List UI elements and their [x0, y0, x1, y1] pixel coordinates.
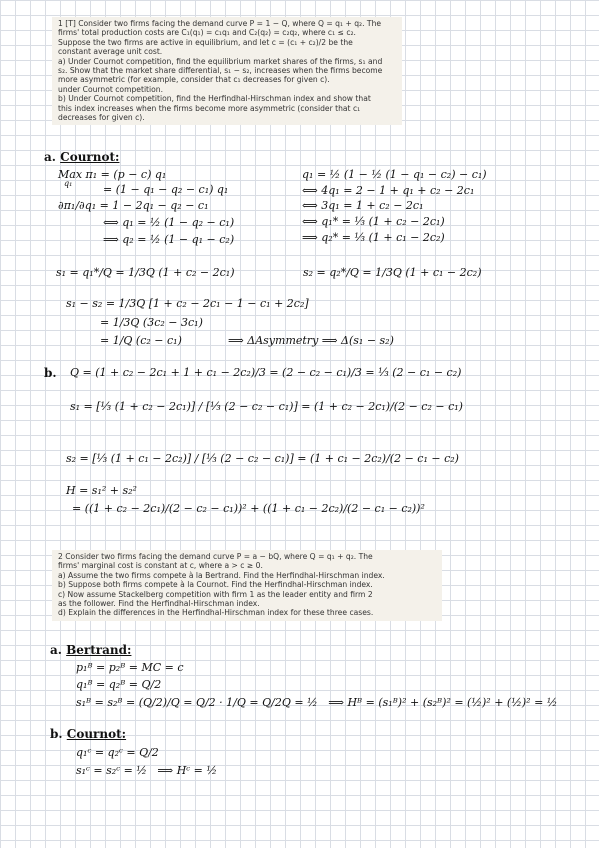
- share-diff-line-2: = 1/3Q (3c₂ − 3c₁): [100, 316, 203, 329]
- problem-1-line: b) Under Cournot competition, find the Herfindhal-Hirschman index and show that: [58, 94, 371, 104]
- total-quantity-line: Q = (1 + c₂ − 2c₁ + 1 + c₁ − 2c₂)/3 = (2 − c₂ − c₁)/3 = ⅓ (2 − c₁ − c₂): [70, 366, 462, 379]
- s1-share-b-line: s₁ = [⅓ (1 + c₂ − 2c₁)] / [⅓ (2 − c₂ − c₁)] = (1 + c₂ − 2c₁)/(2 − c₂ − c₁): [70, 400, 463, 413]
- problem-2-line: firms' marginal cost is constant at c, where a > c ≥ 0.: [58, 561, 263, 571]
- p2-part-a-title: Bertrand:: [66, 643, 132, 657]
- s2-share-line: s₂ = q₂*/Q = 1/3Q (1 + c₁ − 2c₂): [303, 266, 482, 279]
- foc-q2-line: ⟹ q₂ = ½ (1 − q₁ − c₂): [103, 233, 235, 246]
- problem-1-line: this index increases when the firms become more asymmetric (consider that c₁: [58, 103, 361, 113]
- problem-1-line: a) Under Cournot competition, find the equilibrium market shares of the firms, s₁ and: [58, 56, 383, 66]
- problem-1-line: firms' total production costs are C₁(q₁) = c₁q₁ and C₂(q₂) = c₂q₂, where c₁ ≤ c₂.: [58, 28, 356, 38]
- share-diff-line-1: s₁ − s₂ = 1/3Q [1 + c₂ − 2c₁ − 1 − c₁ + 2c₂]: [66, 297, 309, 310]
- max-subscript: q₁: [64, 179, 73, 188]
- s2-share-b-line: s₂ = [⅓ (1 + c₁ − 2c₂)] / [⅓ (2 − c₂ − c₁)] = (1 + c₁ − 2c₂)/(2 − c₁ − c₂): [66, 452, 459, 465]
- problem-2-line: a) Assume the two firms compete à la Bertrand. Find the Herfindhal-Hirschman index.: [58, 570, 385, 580]
- reaction-line-3: ⟺ 3q₁ = 1 + c₂ − 2c₁: [302, 199, 424, 212]
- cournot-share-hhi-line: s₁ᶜ = s₂ᶜ = ½ ⟹ Hᶜ = ½: [76, 764, 218, 777]
- problem-1-line: under Cournot competition.: [58, 84, 164, 94]
- problem-2-line: b) Suppose both firms compete à la Cournot. Find the Herfindhal-Hirschman index.: [58, 580, 373, 590]
- problem-1-line: more asymmetric (for example, consider that c₁ decreases for given c).: [58, 75, 330, 85]
- p2-part-b-title: Cournot:: [66, 727, 127, 741]
- reaction-line-5: ⟹ q₂* = ⅓ (1 + c₁ − 2c₂): [302, 231, 445, 244]
- foc-q1-line: ⟺ q₁ = ½ (1 − q₂ − c₁): [103, 216, 235, 229]
- part-a-heading: [44, 150, 119, 164]
- p2-part-a-label: a.: [50, 643, 62, 657]
- problem-1-line: s₂. Show that the market share differential, s₁ − s₂, increases when the firms become: [58, 66, 383, 76]
- profit-expand-line: = (1 − q₁ − q₂ − c₁) q₁: [103, 183, 229, 196]
- bertrand-share-hhi-line: s₁ᴮ = s₂ᴮ = (Q/2)/Q = Q/2 · 1/Q = Q/2Q = ½ ⟹ Hᴮ = (s₁ᴮ)² + (s₂ᴮ)² = (½)² + (½)² = ½: [76, 696, 558, 709]
- problem-1-line: constant average unit cost.: [58, 47, 163, 57]
- p2-part-b-heading: [50, 727, 126, 741]
- problem-1-line: Suppose the two firms are active in equilibrium, and let c = (c₁ + c₂)/2 be the: [58, 37, 353, 47]
- problem-2-line: 2 Consider two firms facing the demand curve P = a − bQ, where Q = q₁ + q₂. The: [58, 552, 373, 561]
- reaction-line-2: ⟺ 4q₁ = 2 − 1 + q₁ + c₂ − 2c₁: [302, 184, 475, 197]
- hhi-line-1: H = s₁² + s₂²: [66, 484, 137, 497]
- cournot-quantity-line: q₁ᶜ = q₂ᶜ = Q/2: [76, 746, 159, 759]
- p2-part-b-label: b.: [50, 727, 63, 741]
- bertrand-price-line: p₁ᴮ = p₂ᴮ = MC = c: [76, 661, 184, 674]
- reaction-line-1: q₁ = ½ (1 − ½ (1 − q₁ − c₂) − c₁): [302, 168, 487, 181]
- share-diff-line-3: = 1/Q (c₂ − c₁): [100, 334, 182, 347]
- asymmetry-note: ⟹ ΔAsymmetry ⟹ Δ(s₁ − s₂): [228, 334, 394, 347]
- hhi-line-2: = ((1 + c₂ − 2c₁)/(2 − c₂ − c₁))² + ((1 + c₁ − 2c₂)/(2 − c₁ − c₂))²: [72, 502, 425, 515]
- part-a-title: Cournot:: [60, 150, 120, 164]
- reaction-line-4: ⟺ q₁* = ⅓ (1 + c₂ − 2c₁): [302, 215, 445, 228]
- p2-part-a-heading: [50, 643, 131, 657]
- problem-2-line: c) Now assume Stackelberg competition with firm 1 as the leader entity and firm 2: [58, 589, 373, 599]
- part-b-label: b.: [44, 366, 57, 380]
- s1-share-line: s₁ = q₁*/Q = 1/3Q (1 + c₂ − 2c₁): [56, 266, 235, 279]
- part-a-label: a.: [44, 150, 56, 164]
- problem-2-line: as the follower. Find the Herfindhal-Hirschman index.: [58, 599, 260, 609]
- problem-1-line: 1 [T] Consider two firms facing the demand curve P = 1 − Q, where Q = q₁ + q₂. The: [58, 19, 382, 28]
- foc-line: ∂π₁/∂q₁ = 1 − 2q₁ − q₂ − c₁: [58, 199, 209, 212]
- max-profit-line: Max π₁ = (p − c) q₁: [58, 168, 167, 181]
- problem-1-text: [52, 17, 402, 125]
- bertrand-quantity-line: q₁ᴮ = q₂ᴮ = Q/2: [76, 678, 162, 691]
- problem-2-text: [52, 550, 442, 621]
- problem-1-line: decreases for given c).: [58, 113, 145, 123]
- problem-2-line: d) Explain the differences in the Herfindhal-Hirschman index for these three cases.: [58, 608, 374, 618]
